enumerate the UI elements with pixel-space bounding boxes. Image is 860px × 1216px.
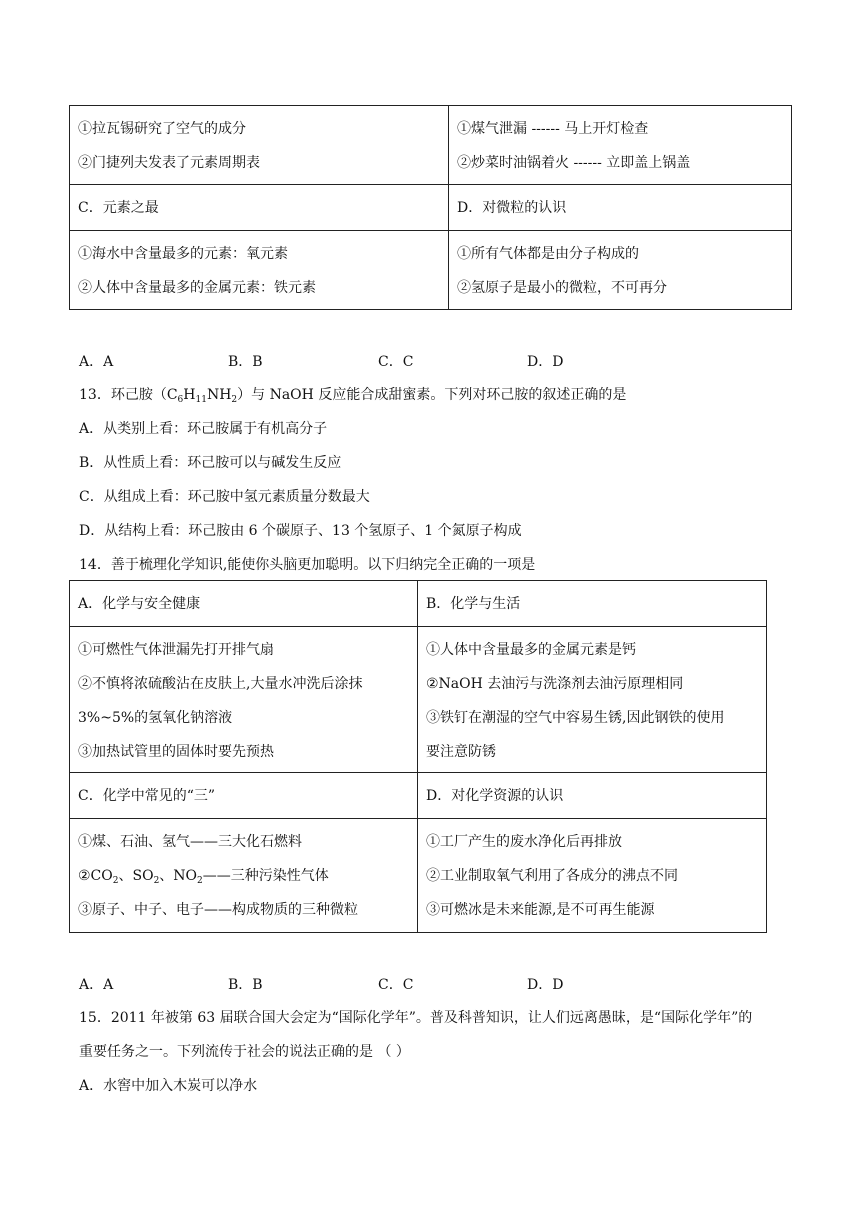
option-c[interactable]: C．C <box>378 354 414 370</box>
table-row <box>70 231 792 310</box>
table-header-cell: C．化学中常见的“三” <box>70 773 418 819</box>
table-header-cell: D．对化学资源的认识 <box>418 773 767 819</box>
q13-option-c[interactable]: C．从组成上看：环己胺中氢元素质量分数最大 <box>79 489 370 505</box>
cell-line: ②不慎将浓硫酸沾在皮肤上,大量水冲洗后涂抹 <box>78 676 363 692</box>
table-header-cell: B．化学与生活 <box>418 581 767 627</box>
table-row <box>70 185 792 231</box>
table-row <box>70 627 767 773</box>
table-row <box>70 581 767 627</box>
q15-stem-line2: 重要任务之一。下列流传于社会的说法正确的是 （ ） <box>79 1044 410 1060</box>
cell-line: ①拉瓦锡研究了空气的成分 <box>78 121 246 137</box>
table-cell <box>70 231 449 310</box>
q13-option-d[interactable]: D．从结构上看：环己胺由 6 个碳原子、13 个氢原子、1 个氮原子构成 <box>79 523 522 539</box>
option-b[interactable]: B．B <box>228 977 263 993</box>
table-row <box>70 773 767 819</box>
cell-line: ③铁钉在潮湿的空气中容易生锈,因此钢铁的使用 <box>426 710 725 726</box>
cell-line: ②门捷列夫发表了元素周期表 <box>78 155 260 171</box>
table-cell <box>418 819 767 933</box>
cell-line: ③可燃冰是未来能源,是不可再生能源 <box>426 902 655 918</box>
cell-line: ③原子、中子、电子——构成物质的三种微粒 <box>78 902 358 918</box>
cell-line: ③加热试管里的固体时要先预热 <box>78 744 274 760</box>
table-cell <box>449 106 792 185</box>
cell-line: ②炒菜时油锅着火 ------ 立即盖上锅盖 <box>457 155 691 171</box>
cell-line: $②CO_2$、$SO_2$、$NO_2——$三种污染性气体 <box>78 868 329 886</box>
cell-line: ①所有气体都是由分子构成的 <box>457 246 639 262</box>
q14-stem: 14．善于梳理化学知识,能使你头脑更加聪明。以下归纳完全正确的一项是 <box>79 557 536 573</box>
table-cell <box>70 819 418 933</box>
cell-line: ①煤、石油、氢气——三大化石燃料 <box>78 834 302 850</box>
q13-option-b[interactable]: B．从性质上看：环己胺可以与碱发生反应 <box>79 455 342 471</box>
table-cell <box>70 627 418 773</box>
table-header-cell: D．对微粒的认识 <box>449 185 792 231</box>
q13-option-a[interactable]: A．从类别上看：环己胺属于有机高分子 <box>79 421 328 437</box>
q15-stem-line1: 15．2011 年被第 63 届联合国大会定为“国际化学年”。普及科普知识，让人们远离愚昧，是“国际化学年”的 <box>79 1010 753 1026</box>
option-a[interactable]: A．A <box>79 354 114 370</box>
table-cell <box>449 231 792 310</box>
option-a[interactable]: A．A <box>79 977 114 993</box>
cell-line: ①工厂产生的废水净化后再排放 <box>426 834 622 850</box>
q12-comparison-table <box>69 105 792 310</box>
cell-line: ②人体中含量最多的金属元素：铁元素 <box>78 280 316 296</box>
option-d[interactable]: D．D <box>527 354 564 370</box>
option-d[interactable]: D．D <box>527 977 564 993</box>
cell-line: ②工业制取氧气利用了各成分的沸点不同 <box>426 868 678 884</box>
cell-line: ①海水中含量最多的元素：氧元素 <box>78 246 288 262</box>
table-header-cell: A．化学与安全健康 <box>70 581 418 627</box>
table-row <box>70 106 792 185</box>
table-row <box>70 819 767 933</box>
table-cell <box>70 106 449 185</box>
q13-stem: 13．环己胺$(C_6H_{11}NH_2)$与 NaOH 反应能合成甜蜜素。下列对环己胺的叙述正确的是 <box>79 387 627 405</box>
option-b[interactable]: B．B <box>228 354 263 370</box>
option-c[interactable]: C．C <box>378 977 414 993</box>
cell-line: ②NaOH 去油污与洗涤剂去油污原理相同 <box>426 676 684 692</box>
cell-line: 3%~5%的氢氧化钠溶液 <box>78 710 233 726</box>
cell-line: ①煤气泄漏 ------ 马上开灯检查 <box>457 121 649 137</box>
q14-comparison-table <box>69 580 767 933</box>
table-header-cell: C．元素之最 <box>70 185 449 231</box>
cell-line: ②氢原子是最小的微粒，不可再分 <box>457 280 667 296</box>
cell-line: 要注意防锈 <box>426 744 496 760</box>
cell-line: ①可燃性气体泄漏先打开排气扇 <box>78 642 274 658</box>
q15-option-a[interactable]: A．水窖中加入木炭可以净水 <box>79 1078 258 1094</box>
cell-line: ①人体中含量最多的金属元素是钙 <box>426 642 636 658</box>
table-cell <box>418 627 767 773</box>
